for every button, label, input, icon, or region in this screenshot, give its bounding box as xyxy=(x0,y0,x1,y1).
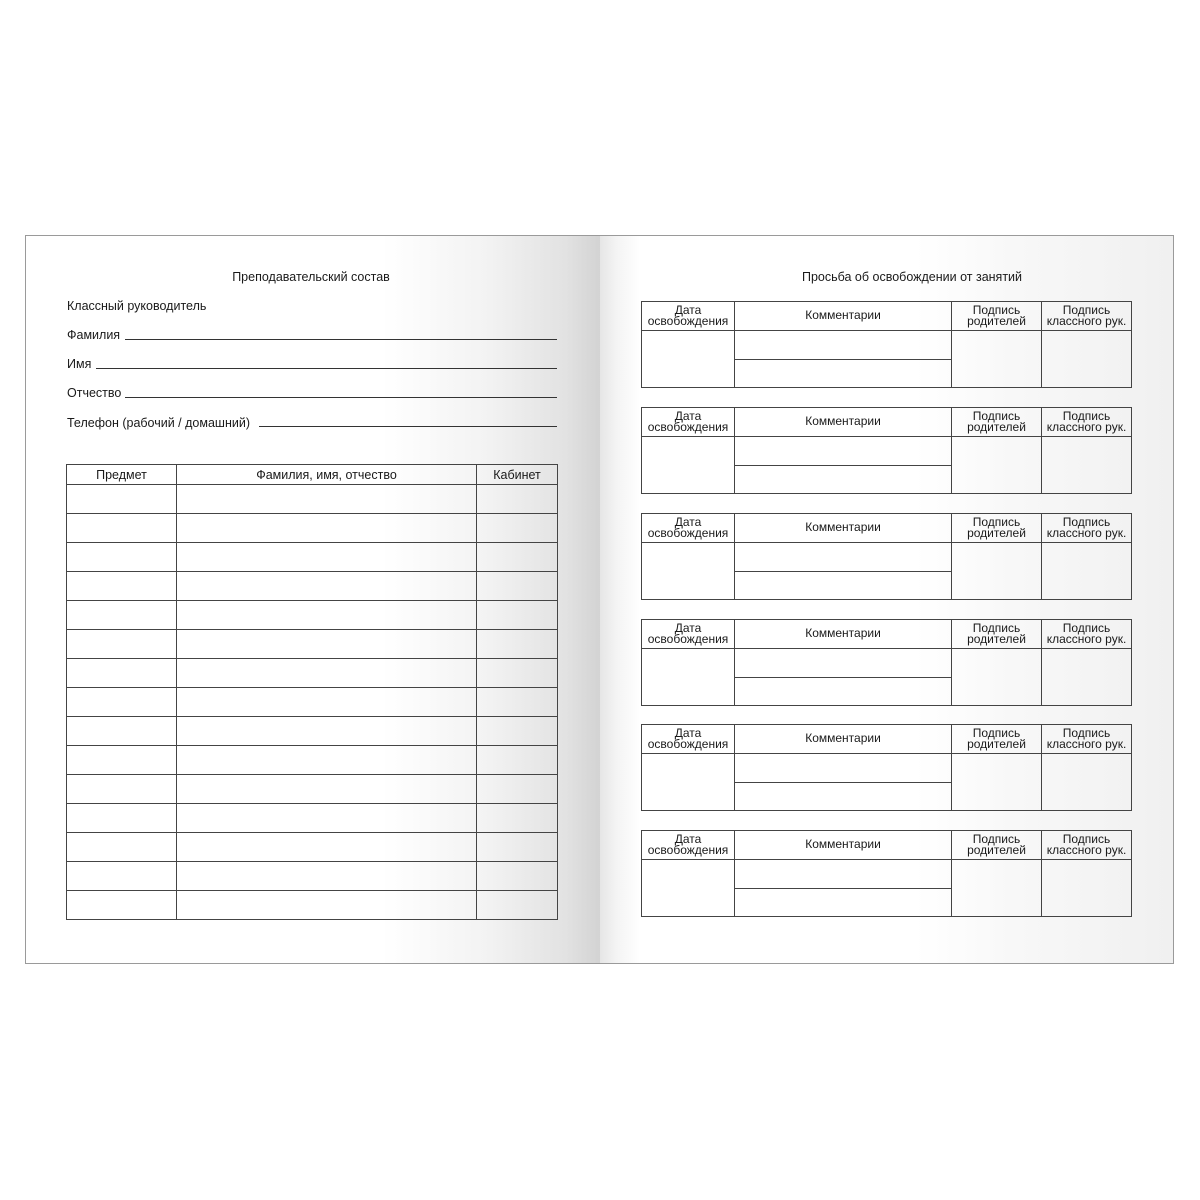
table-row xyxy=(67,514,558,543)
parents-signature-header xyxy=(952,620,1042,649)
room-cell[interactable] xyxy=(477,688,558,717)
parents-signature-cell[interactable] xyxy=(952,437,1042,494)
date-header-line1: Дата xyxy=(674,620,702,635)
comment-cell[interactable] xyxy=(735,465,952,494)
release-row xyxy=(642,754,1132,783)
date-header-line1: Дата xyxy=(674,302,702,317)
teacher-header-line2: классного рук. xyxy=(1046,737,1127,751)
surname-label: Фамилия xyxy=(67,328,121,342)
parents-signature-header xyxy=(952,302,1042,331)
parents-signature-header xyxy=(952,831,1042,860)
date-cell[interactable] xyxy=(642,649,735,706)
parents-header-line1: Подпись xyxy=(972,302,1021,317)
date-cell[interactable] xyxy=(642,860,735,917)
full-name-cell[interactable] xyxy=(177,514,477,543)
teacher-header-line2: классного рук. xyxy=(1046,420,1127,434)
teacher-header-line2: классного рук. xyxy=(1046,843,1127,857)
date-header-line2: освобождения xyxy=(647,737,729,751)
release-request-block xyxy=(641,301,1132,388)
full-name-cell[interactable] xyxy=(177,717,477,746)
date-header-line2: освобождения xyxy=(647,420,729,434)
parents-header-line2: родителей xyxy=(967,632,1026,646)
date-header xyxy=(642,725,735,754)
comment-cell[interactable] xyxy=(735,888,952,917)
parents-signature-header xyxy=(952,725,1042,754)
subject-cell[interactable] xyxy=(67,688,177,717)
date-header xyxy=(642,514,735,543)
room-cell[interactable] xyxy=(477,891,558,920)
date-header-line1: Дата xyxy=(674,725,702,740)
comment-cell[interactable] xyxy=(735,571,952,600)
release-request-block xyxy=(641,407,1132,494)
room-cell[interactable] xyxy=(477,485,558,514)
table-row xyxy=(67,659,558,688)
release-row xyxy=(642,543,1132,572)
date-header xyxy=(642,408,735,437)
teacher-header-line1: Подпись xyxy=(1062,514,1111,529)
date-header xyxy=(642,831,735,860)
room-cell[interactable] xyxy=(477,543,558,572)
parents-header-line2: родителей xyxy=(967,420,1026,434)
subject-cell[interactable] xyxy=(67,659,177,688)
full-name-cell[interactable] xyxy=(177,485,477,514)
parents-signature-header xyxy=(952,408,1042,437)
patronymic-line[interactable] xyxy=(125,397,557,398)
table-row xyxy=(67,717,558,746)
date-header-line2: освобождения xyxy=(647,314,729,328)
comments-header: Комментарии xyxy=(735,620,952,649)
subject-cell[interactable] xyxy=(67,891,177,920)
teacher-signature-header xyxy=(1042,408,1132,437)
room-cell[interactable] xyxy=(477,659,558,688)
release-request-block xyxy=(641,724,1132,811)
parents-signature-cell[interactable] xyxy=(952,860,1042,917)
full-name-cell[interactable] xyxy=(177,659,477,688)
release-header-row xyxy=(642,725,1132,754)
full-name-cell[interactable] xyxy=(177,775,477,804)
table-row xyxy=(67,891,558,920)
comment-cell[interactable] xyxy=(735,677,952,706)
parents-header-line1: Подпись xyxy=(972,725,1021,740)
date-header-line2: освобождения xyxy=(647,843,729,857)
teachers-table-header xyxy=(67,465,558,485)
table-row xyxy=(67,804,558,833)
teacher-signature-header xyxy=(1042,831,1132,860)
room-cell[interactable] xyxy=(477,862,558,891)
teacher-signature-cell[interactable] xyxy=(1042,437,1132,494)
release-header-row xyxy=(642,302,1132,331)
teacher-signature-header xyxy=(1042,620,1132,649)
subject-cell[interactable] xyxy=(67,543,177,572)
date-cell[interactable] xyxy=(642,437,735,494)
comment-cell[interactable] xyxy=(735,437,952,466)
comment-cell[interactable] xyxy=(735,860,952,889)
parents-signature-cell[interactable] xyxy=(952,543,1042,600)
room-header: Кабинет xyxy=(477,465,558,485)
release-row xyxy=(642,331,1132,360)
table-row xyxy=(67,572,558,601)
date-cell[interactable] xyxy=(642,543,735,600)
full-name-cell[interactable] xyxy=(177,572,477,601)
comment-cell[interactable] xyxy=(735,754,952,783)
date-header-line1: Дата xyxy=(674,514,702,529)
teacher-header-line2: классного рук. xyxy=(1046,526,1127,540)
date-cell[interactable] xyxy=(642,754,735,811)
release-request-block xyxy=(641,513,1132,600)
subject-cell[interactable] xyxy=(67,862,177,891)
surname-line[interactable] xyxy=(125,339,557,340)
date-header xyxy=(642,620,735,649)
full-name-cell[interactable] xyxy=(177,804,477,833)
teacher-signature-cell[interactable] xyxy=(1042,649,1132,706)
comments-header: Комментарии xyxy=(735,831,952,860)
parents-signature-header xyxy=(952,514,1042,543)
date-header-line2: освобождения xyxy=(647,632,729,646)
room-cell[interactable] xyxy=(477,717,558,746)
release-header-row xyxy=(642,831,1132,860)
table-row xyxy=(67,775,558,804)
subject-cell[interactable] xyxy=(67,804,177,833)
comment-cell[interactable] xyxy=(735,331,952,360)
full-name-cell[interactable] xyxy=(177,746,477,775)
release-row xyxy=(642,860,1132,889)
parents-header-line2: родителей xyxy=(967,526,1026,540)
parents-header-line2: родителей xyxy=(967,843,1026,857)
comments-header: Комментарии xyxy=(735,514,952,543)
full-name-cell[interactable] xyxy=(177,688,477,717)
full-name-cell[interactable] xyxy=(177,630,477,659)
table-row xyxy=(67,833,558,862)
parents-signature-cell[interactable] xyxy=(952,331,1042,388)
subject-cell[interactable] xyxy=(67,746,177,775)
release-row xyxy=(642,437,1132,466)
subject-cell[interactable] xyxy=(67,601,177,630)
parents-signature-cell[interactable] xyxy=(952,649,1042,706)
date-header xyxy=(642,302,735,331)
table-row xyxy=(67,688,558,717)
full-name-cell[interactable] xyxy=(177,833,477,862)
date-cell[interactable] xyxy=(642,331,735,388)
teacher-signature-cell[interactable] xyxy=(1042,860,1132,917)
room-cell[interactable] xyxy=(477,572,558,601)
patronymic-label: Отчество xyxy=(67,386,122,400)
parents-header-line1: Подпись xyxy=(972,408,1021,423)
release-row xyxy=(642,649,1132,678)
teacher-header-line1: Подпись xyxy=(1062,725,1111,740)
table-row xyxy=(67,485,558,514)
release-header-row xyxy=(642,408,1132,437)
table-row xyxy=(67,630,558,659)
first-name-label: Имя xyxy=(67,357,92,371)
subject-cell[interactable] xyxy=(67,833,177,862)
parents-header-line1: Подпись xyxy=(972,831,1021,846)
table-row xyxy=(67,746,558,775)
notebook-spread xyxy=(25,235,1174,964)
parents-header-line1: Подпись xyxy=(972,514,1021,529)
subject-cell[interactable] xyxy=(67,775,177,804)
teacher-signature-header xyxy=(1042,514,1132,543)
parents-header-line2: родителей xyxy=(967,314,1026,328)
date-header-line1: Дата xyxy=(674,408,702,423)
phone-label: Телефон (рабочий / домашний) xyxy=(67,416,250,430)
release-request-block xyxy=(641,830,1132,917)
subject-cell[interactable] xyxy=(67,485,177,514)
teachers-table xyxy=(66,464,558,920)
full-name-header: Фамилия, имя, отчество xyxy=(177,465,477,485)
class-teacher-heading: Классный руководитель xyxy=(67,299,207,313)
full-name-cell[interactable] xyxy=(177,862,477,891)
teacher-signature-cell[interactable] xyxy=(1042,331,1132,388)
comment-cell[interactable] xyxy=(735,649,952,678)
date-header-line2: освобождения xyxy=(647,526,729,540)
room-cell[interactable] xyxy=(477,630,558,659)
room-cell[interactable] xyxy=(477,833,558,862)
table-row xyxy=(67,862,558,891)
room-cell[interactable] xyxy=(477,804,558,833)
teacher-signature-header xyxy=(1042,302,1132,331)
parents-header-line2: родителей xyxy=(967,737,1026,751)
subject-cell[interactable] xyxy=(67,630,177,659)
full-name-cell[interactable] xyxy=(177,891,477,920)
teacher-header-line1: Подпись xyxy=(1062,831,1111,846)
room-cell[interactable] xyxy=(477,746,558,775)
first-name-line[interactable] xyxy=(96,368,557,369)
page-title-release: Просьба об освобождении от занятий xyxy=(801,270,1023,284)
full-name-cell[interactable] xyxy=(177,543,477,572)
comments-header: Комментарии xyxy=(735,302,952,331)
subject-cell[interactable] xyxy=(67,514,177,543)
teacher-header-line2: классного рук. xyxy=(1046,632,1127,646)
release-header-row xyxy=(642,620,1132,649)
room-cell[interactable] xyxy=(477,775,558,804)
room-cell[interactable] xyxy=(477,514,558,543)
date-header-line1: Дата xyxy=(674,831,702,846)
comment-cell[interactable] xyxy=(735,359,952,388)
release-request-block xyxy=(641,619,1132,706)
teacher-header-line1: Подпись xyxy=(1062,408,1111,423)
subject-header: Предмет xyxy=(67,465,177,485)
right-page xyxy=(600,236,1173,963)
table-row xyxy=(67,543,558,572)
page-title-teachers: Преподавательский состав xyxy=(232,270,390,284)
teacher-signature-header xyxy=(1042,725,1132,754)
comments-header: Комментарии xyxy=(735,408,952,437)
comments-header: Комментарии xyxy=(735,725,952,754)
release-header-row xyxy=(642,514,1132,543)
subject-cell[interactable] xyxy=(67,717,177,746)
teacher-header-line1: Подпись xyxy=(1062,620,1111,635)
room-cell[interactable] xyxy=(477,601,558,630)
subject-cell[interactable] xyxy=(67,572,177,601)
teacher-signature-cell[interactable] xyxy=(1042,543,1132,600)
table-row xyxy=(67,601,558,630)
parents-header-line1: Подпись xyxy=(972,620,1021,635)
left-page xyxy=(26,236,600,963)
full-name-cell[interactable] xyxy=(177,601,477,630)
phone-line[interactable] xyxy=(259,426,557,427)
parents-signature-cell[interactable] xyxy=(952,754,1042,811)
comment-cell[interactable] xyxy=(735,543,952,572)
teacher-header-line2: классного рук. xyxy=(1046,314,1127,328)
comment-cell[interactable] xyxy=(735,782,952,811)
teacher-header-line1: Подпись xyxy=(1062,302,1111,317)
teacher-signature-cell[interactable] xyxy=(1042,754,1132,811)
